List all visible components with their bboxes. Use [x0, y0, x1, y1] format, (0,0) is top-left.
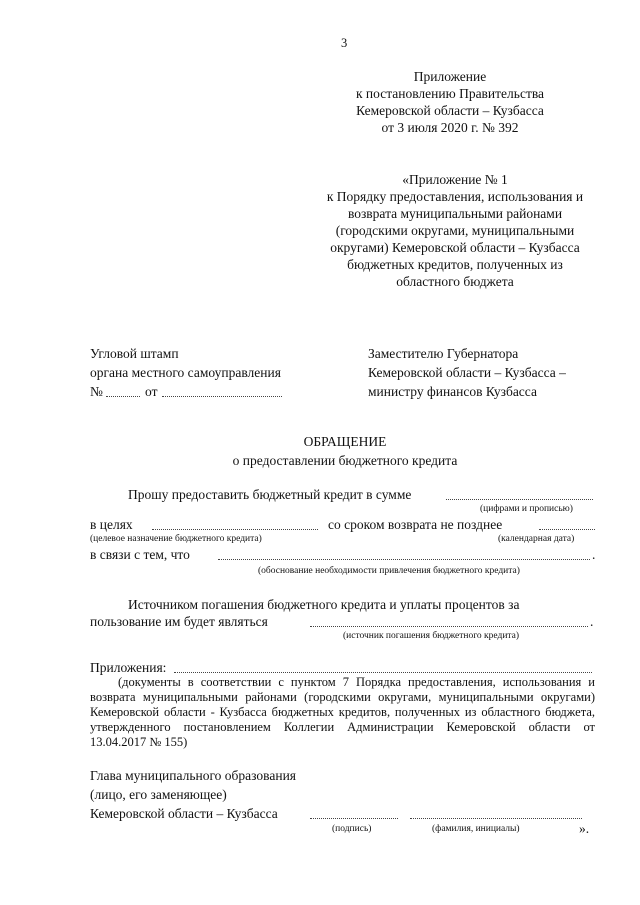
term-text: со сроком возврата не позднее: [328, 517, 503, 532]
stamp-date-field[interactable]: [162, 396, 282, 397]
stamp-number-field[interactable]: [106, 396, 140, 397]
order-line: (городскими округами, муниципальными: [335, 223, 575, 238]
order-line: округами) Кемеровской области – Кузбасса: [330, 240, 580, 255]
source-line-1: Источником погашения бюджетного кредита и уплаты процентов за: [128, 597, 520, 612]
order-line: областного бюджета: [396, 274, 514, 289]
purpose-field[interactable]: [152, 529, 318, 530]
page-number: 3: [341, 36, 348, 50]
sum-hint: (цифрами и прописью): [480, 504, 573, 514]
request-text: Прошу предоставить бюджетный кредит в сумме: [128, 487, 412, 502]
signature-line-1: Глава муниципального образования: [90, 768, 297, 783]
closing-quote: ».: [579, 821, 590, 836]
order-line: «Приложение № 1: [402, 172, 508, 187]
signature-line-3: Кемеровской области – Кузбасса: [90, 806, 278, 821]
document-subtitle: о предоставлении бюджетного кредита: [232, 453, 458, 468]
stamp-number-label: №: [90, 384, 103, 399]
signature-hint: (подпись): [332, 824, 372, 834]
source-period: .: [590, 614, 594, 629]
stamp-line-1: Угловой штамп: [90, 346, 179, 361]
order-header: [290, 171, 620, 290]
reason-hint: (обоснование необходимости привлечения бюджетного кредита): [258, 566, 520, 576]
attachments-label: Приложения:: [90, 660, 167, 675]
order-line: возврата муниципальными районами: [347, 206, 563, 221]
appendix-line: Кемеровской области – Кузбасса: [356, 103, 544, 118]
signature-line-2: (лицо, его заменяющее): [90, 787, 227, 802]
document-title: ОБРАЩЕНИЕ: [303, 434, 387, 449]
purpose-hint: (целевое назначение бюджетного кредита): [90, 534, 262, 544]
reason-period: .: [592, 547, 596, 562]
date-hint: (календарная дата): [498, 534, 575, 544]
addressee-line-2: Кемеровской области – Кузбасса –: [368, 365, 566, 380]
name-hint: (фамилия, инициалы): [432, 824, 520, 834]
appendix-header: [300, 68, 600, 136]
appendix-line: от 3 июля 2020 г. № 392: [381, 120, 519, 135]
name-field[interactable]: [410, 818, 582, 819]
addressee-line-3: министру финансов Кузбасса: [368, 384, 537, 399]
stamp-from-label: от: [145, 384, 158, 399]
addressee-line-1: Заместителю Губернатора: [368, 346, 519, 361]
appendix-line: к постановлению Правительства: [355, 86, 545, 101]
attachments-note: (документы в соответствии с пунктом 7 Порядка предоставления, использования и возврата муниципальными районами (городскими округами, муниципальными округами) Кемеровской области - Кузбасса бюджетных кредитов, полученных из областного бюджета, утвержденного постановлением Коллегии Администрации Кемеровской области от 13.04.2017 № 155): [90, 675, 595, 749]
reason-field[interactable]: [218, 559, 590, 560]
source-line-2: пользование им будет являться: [90, 614, 268, 629]
signature-field[interactable]: [310, 818, 398, 819]
source-field[interactable]: [310, 626, 588, 627]
attachments-field[interactable]: [174, 672, 592, 673]
reason-label: в связи с тем, что: [90, 547, 190, 562]
source-hint: (источник погашения бюджетного кредита): [343, 631, 520, 641]
return-date-field[interactable]: [539, 529, 595, 530]
order-line: к Порядку предоставления, использования и: [326, 189, 584, 204]
sum-field[interactable]: [446, 499, 593, 500]
stamp-line-2: органа местного самоуправления: [90, 365, 281, 380]
appendix-line: Приложение: [413, 69, 487, 84]
order-line: бюджетных кредитов, полученных из: [347, 257, 563, 272]
purpose-label: в целях: [90, 517, 133, 532]
